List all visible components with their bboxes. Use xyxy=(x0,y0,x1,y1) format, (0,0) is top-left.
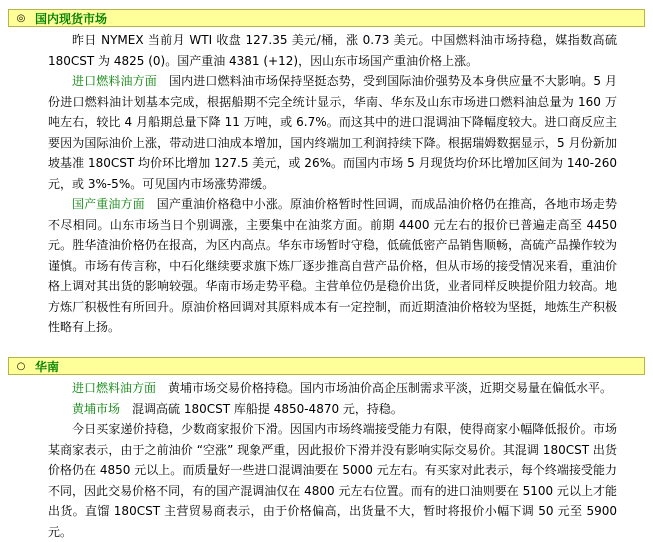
paragraph: 进口燃料油方面 国内进口燃料油市场保持坚挺态势，受到国际油价强势及本身供应量不大影响。5 月份进口燃料油计划基本完成，根据船期不完全统计显示，华南、华东及山东市场进口燃料油总量为 160 万吨左右，较比 4 月船期总量下降 11 万吨，或 6.7%。而这其中的进口混调油下降幅度较大。进口商反应主要因为国际油价上涨，带动进口油成本增加，国内终端加工利润持续下降。根据瑞姆数据显示，5 月份新加坡基准 180CST 均价环比增加 127.5 美元，或 26%。而国内市场 5 月现货均价环比增加区间为 140-260 元，或 3%-5%。可见国内市场涨势滞缓。 xyxy=(48,74,617,191)
bullet-ring-icon: ◎ xyxy=(16,12,26,24)
bullet-ring-icon: ○ xyxy=(16,360,26,372)
paragraph: 国产重油方面 国产重油价格稳中小涨。原油价格暂时性回调，而成品油价格仍在推高，各地市场走势不尽相同。山东市场当日个别调涨，主要集中在油浆方面。前期 4400 元左右的报价已普遍走高至 4450 元。胜华渣油价格仍在报高，为区内高点。华东市场暂时守稳，低硫低密产品销售顺畅，高硫产品操作较为谨慎。市场有传言称，中石化继续要求旗下炼厂逐步推高自营产品价格，但从市场的接受情况来看，重油价格上调对其出货的影响较强。华南市场走势平稳。主营单位仍是稳价出货，业者同样反映提价阻力较高。地方炼厂积极性有所回升。原油价格回调对其原料成本有一定控制，而近期渣油价格较为坚挺，地炼生产积极性略有上扬。 xyxy=(48,197,617,334)
paragraph: 进口燃料油方面 黄埔市场交易价格持稳。国内市场油价高企压制需求平淡，近期交易量在偏低水平。 xyxy=(72,381,613,395)
section-body-south-china xyxy=(48,378,617,542)
section-title: 华南 xyxy=(35,359,60,374)
paragraph: 昨日 NYMEX 当前月 WTI 收盘 127.35 美元/桶，涨 0.73 美元。中国燃料油市场持稳，媒指数高硫 180CST 为 4825 (0)。国产重油 4381 (+12)，因山东市场国产重油价格上涨。 xyxy=(48,33,617,68)
paragraph: 黄埔市场 混调高硫 180CST 库船提 4850-4870 元，持稳。 xyxy=(72,401,403,416)
paragraph-subtitle: 进口燃料油方面 xyxy=(72,381,157,395)
paragraph-subtitle: 黄埔市场 xyxy=(72,401,121,416)
paragraph: 今日买家递价持稳，少数商家报价下滑。因国内市场终端接受能力有限，使得商家小幅降低报价。市场某商家表示，由于之前油价 “空涨” 现象严重，因此报价下滑并没有影响实际交易价。其混调 180CST 出货价格仍在 4850 元以上。而质量好一些进口混调油要在 5000 元左右。有买家对此表示，每个终端接受能力不同，因此交易价格不同，有的国产混调油仅在 4800 元左右位置。而有的进口油则要在 5100 元以上才能出货。直馏 180CST 主营贸易商表示，由于价格偏高，出货量不大，暂时将报价小幅下调 50 元至 5900 元。 xyxy=(48,422,617,539)
paragraph-subtitle: 国产重油方面 xyxy=(72,197,145,211)
section-header-domestic xyxy=(8,9,645,27)
section-body-domestic xyxy=(48,30,617,338)
section-title: 国内现货市场 xyxy=(35,11,108,26)
section-header-south-china xyxy=(8,357,645,375)
paragraph-subtitle: 进口燃料油方面 xyxy=(72,74,157,88)
